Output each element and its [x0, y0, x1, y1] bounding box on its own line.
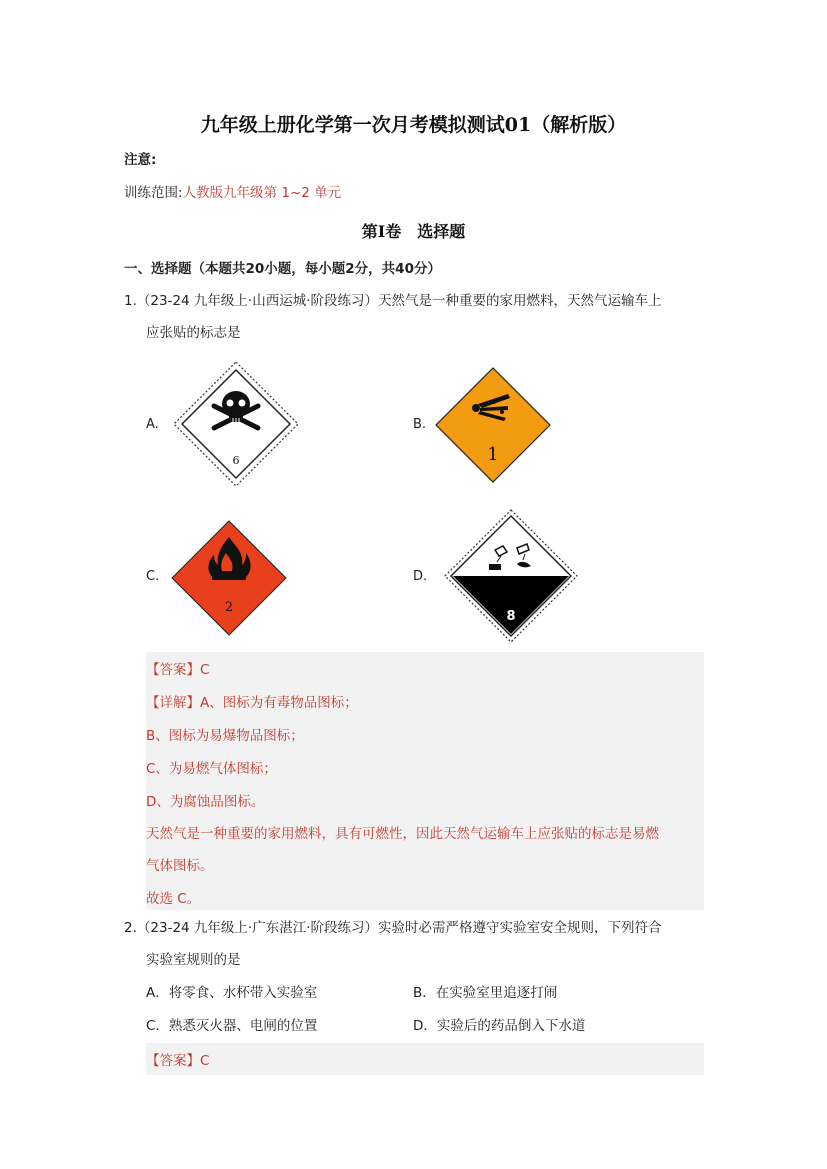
q1-stem-line1: 1.（23-24 九年级上·山西运城·阶段练习）天然气是一种重要的家用燃料，天然气运输车上 [124, 293, 662, 309]
q1-number: 1. [124, 293, 137, 309]
q1-detail-line: B、图标为易爆物品图标； [146, 728, 304, 744]
q2-option-d: D．实验后的药品倒入下水道 [413, 1018, 586, 1034]
flammable-gas-icon [170, 519, 288, 637]
toxic-class-number: 6 [232, 454, 240, 467]
q1-detail-line: 【详解】A、图标为有毒物品图标； [146, 695, 358, 711]
q1-stem-line2: 应张贴的标志是 [146, 325, 241, 341]
explosive-icon [434, 366, 552, 484]
document-title: 九年级上册化学第一次月考模拟测试01（解析版） [200, 114, 627, 136]
toxic-skull-icon [172, 360, 300, 488]
q1-option-b-label: B. [413, 417, 427, 432]
section-title: 第Ⅰ卷 选择题 [361, 222, 466, 241]
q2-option-a: A．将零食、水杯带入实验室 [146, 985, 318, 1001]
scope-value: 人教版九年级第 1~2 单元 [182, 185, 342, 201]
corrosive-icon [443, 508, 579, 644]
q1-detail-line: D、为腐蚀品图标。 [146, 794, 265, 810]
q2-option-c: C．熟悉灭火器、电闸的位置 [146, 1018, 318, 1034]
q1-detail-line: 天然气是一种重要的家用燃料，具有可燃性，因此天然气运输车上应张贴的标志是易燃 [146, 826, 659, 842]
q2-stem-line1: 2.（23-24 九年级上·广东湛江·阶段练习）实验时必需严格遵守实验室安全规则，下列符合 [124, 920, 662, 936]
q1-option-d-label: D. [413, 569, 428, 584]
q1-detail-line: C、为易燃气体图标； [146, 761, 277, 777]
q2-answer: 【答案】C [146, 1053, 210, 1069]
training-scope [124, 183, 341, 203]
q2-number: 2. [124, 920, 137, 936]
q1-detail-line: 故选 C。 [146, 891, 201, 907]
q1-option-a-label: A. [146, 417, 159, 432]
q2-stem-line2: 实验室规则的是 [146, 952, 241, 968]
q1-answer: 【答案】C [146, 662, 210, 678]
flammable-class-number: 2 [224, 600, 234, 615]
q1-answer-box [146, 652, 704, 910]
q2-option-b: B．在实验室里追逐打闹 [413, 985, 558, 1001]
notice-label: 注意: [124, 152, 157, 168]
part-heading: 一、选择题（本题共20小题，每小题2分，共40分） [124, 261, 441, 277]
q1-option-c-label: C. [146, 569, 160, 584]
q1-detail-line: 气体图标。 [146, 858, 214, 874]
explosive-class-number: 1 [487, 444, 499, 465]
q2-answer-box [146, 1043, 704, 1075]
scope-label: 训练范围: [124, 185, 183, 201]
corrosive-class-number: 8 [506, 609, 516, 624]
